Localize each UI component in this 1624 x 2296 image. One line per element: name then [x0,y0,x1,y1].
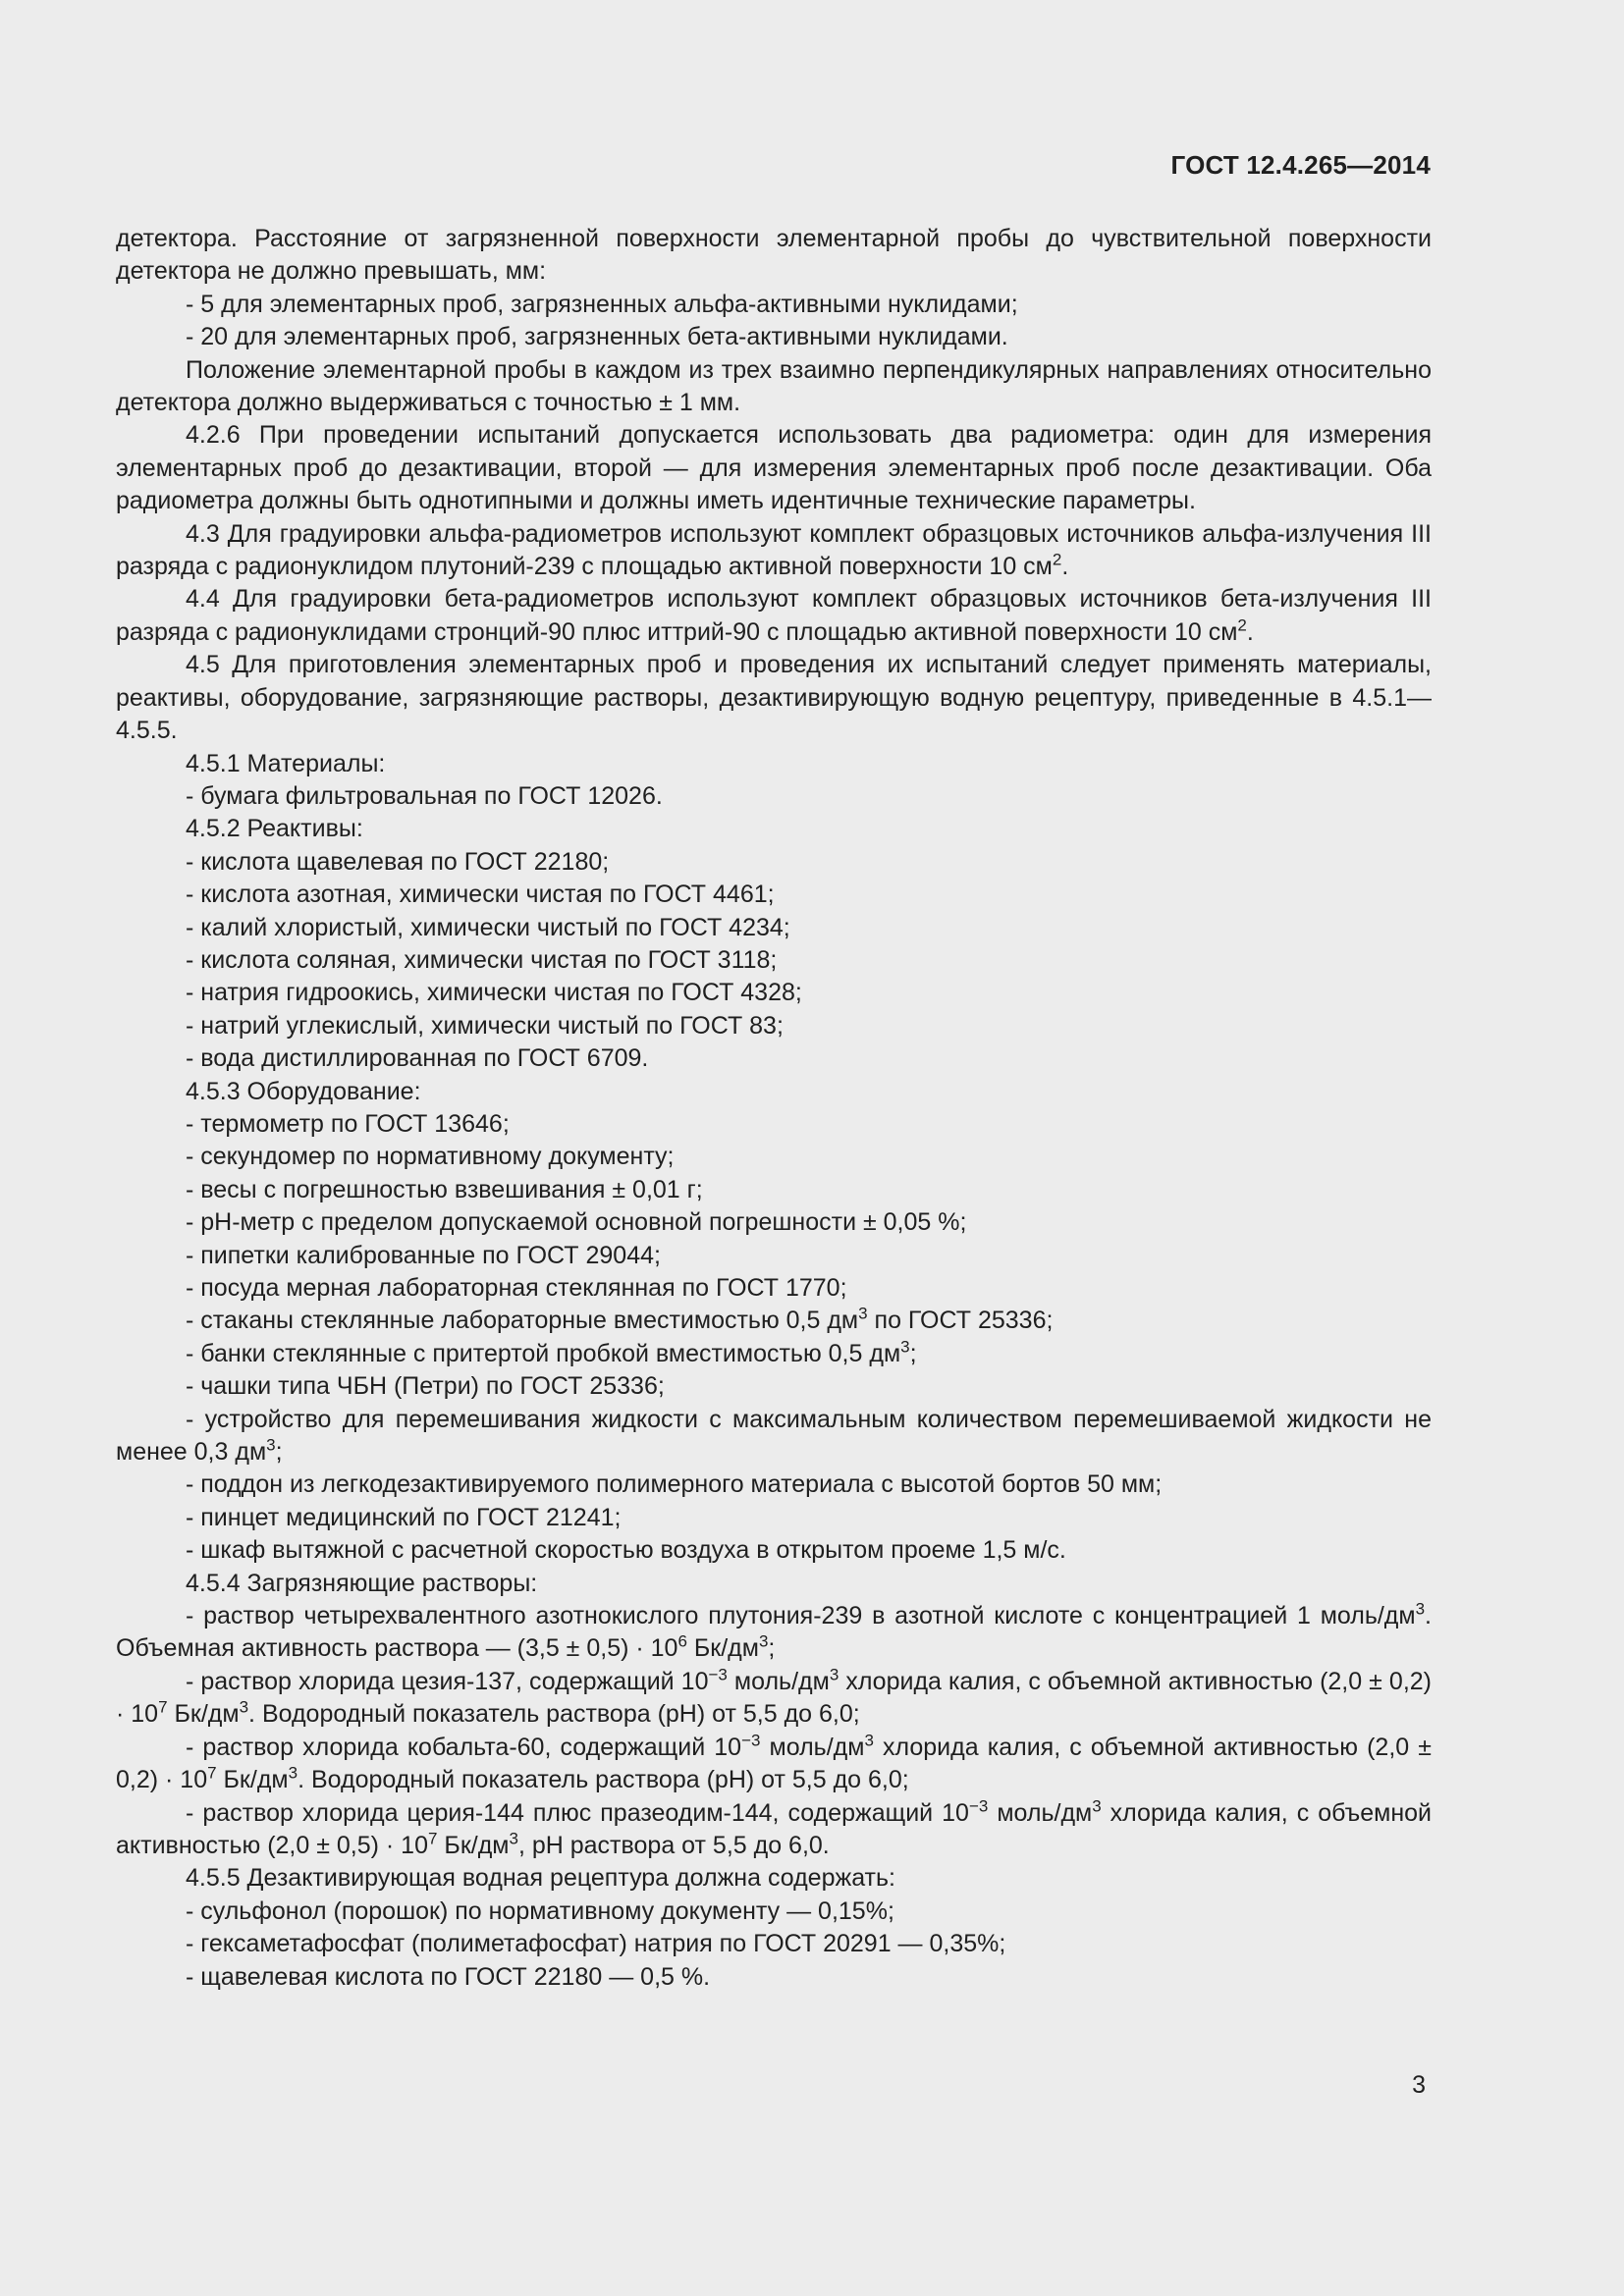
paragraph-4-5: 4.5 Для приготовления элементарных проб и проведения их испытаний следует применять материалы, реактивы, оборудование, загрязняющие растворы, дезактивирующую водную рецептуру, приведенные в 4.5.1—4.5.5. [116,651,1432,745]
list-item: - pH-метр с пределом допускаемой основной погрешности ± 0,05 %; [186,1208,967,1237]
document-body [116,223,1432,1994]
section-heading-equipment: 4.5.3 Оборудование: [186,1077,421,1105]
list-item: - стаканы стеклянные лабораторные вместимостью 0,5 $дм^3$ по ГОСТ 25336; [186,1305,1054,1335]
list-item: - раствор хлорида церия-144 плюс празеодим-144, содержащий $10^{-3}$ моль/$дм^3$ хлорида калия, с объемной активностью $(2,0 \pm 0,5) \cdot 10^7$ $Бк/дм^3$, pH раствора от 5,5 до 6,0. [116,1796,1433,1859]
list-item: - посуда мерная лабораторная стеклянная по ГОСТ 1770; [186,1274,847,1302]
list-item: - раствор хлорида цезия-137, содержащий $10^{-3}$ моль/$дм^3$ хлорида калия, с объемной активностью $(2,0 \pm 0,2) \cdot 10^7$ $Бк/дм^3$. Водородный показатель раствора (pH) от 5,5 до 6,0; [116,1665,1433,1729]
page-number: 3 [1412,2071,1426,2099]
section-heading-decontamination: 4.5.5 Дезактивирующая водная рецептура должна содержать: [186,1864,895,1893]
list-item: - чашки типа ЧБН (Петри) по ГОСТ 25336; [186,1372,665,1401]
list-item: - кислота азотная, химически чистая по ГОСТ 4461; [186,881,775,909]
document-code: ГОСТ 12.4.265—2014 [1170,150,1431,180]
list-item: - натрия гидроокись, химически чистая по ГОСТ 4328; [186,979,802,1007]
list-item: - кислота щавелевая по ГОСТ 22180; [186,847,610,876]
list-item: - 20 для элементарных проб, загрязненных бета-активными нуклидами. [186,323,1008,351]
list-item: - весы с погрешностью взвешивания ± 0,01 г; [186,1175,703,1203]
list-item: - вода дистиллированная по ГОСТ 6709. [186,1044,649,1073]
list-item: - поддон из легкодезактивируемого полимерного материала с высотой бортов 50 мм; [186,1470,1163,1499]
list-item: - термометр по ГОСТ 13646; [186,1109,510,1138]
paragraph-4-3: 4.3 Для градуировки альфа-радиометров используют комплект образцовых источников альфа-излучения III разряда с радионуклидом плутоний-239 с площадью активной поверхности 10 $см^2$. [116,519,1432,581]
section-heading-solutions: 4.5.4 Загрязняющие растворы: [186,1569,538,1597]
list-item: - щавелевая кислота по ГОСТ 22180 — 0,5 %. [186,1962,711,1991]
list-item: - раствор четырехвалентного азотнокислого плутония-239 в азотной кислоте с концентрацией 1 моль/$дм^3$. Объемная активность раствора — $(3,5 \pm 0,5) \cdot 10^6$ $Бк/дм^3$; [116,1599,1432,1663]
paragraph: детектора. Расстояние от загрязненной поверхности элементарной пробы до чувствительной поверхности детектора не должно превышать, мм: [116,225,1432,286]
list-item: - натрий углекислый, химически чистый по ГОСТ 83; [186,1011,784,1040]
list-item: - бумага фильтровальная по ГОСТ 12026. [186,781,663,810]
list-item: - сульфонол (порошок) по нормативному документу — 0,15%; [186,1896,894,1925]
list-item: - пипетки калиброванные по ГОСТ 29044; [186,1241,661,1269]
section-heading-reagents: 4.5.2 Реактивы: [186,815,363,843]
list-item: - кислота соляная, химически чистая по ГОСТ 3118; [186,945,778,974]
list-item: - шкаф вытяжной с расчетной скоростью воздуха в открытом проеме 1,5 м/с. [186,1536,1066,1565]
paragraph-4-2-6: 4.2.6 При проведении испытаний допускается использовать два радиометра: один для измерения элементарных проб до дезактивации, второй — для измерения элементарных проб после дезактивации. Оба радиометра должны быть однотипными и должны иметь идентичные технические параметры. [116,421,1432,515]
section-heading-materials: 4.5.1 Материалы: [186,749,386,777]
list-item: - 5 для элементарных проб, загрязненных альфа-активными нуклидами; [186,290,1018,318]
list-item: - пинцет медицинский по ГОСТ 21241; [186,1503,622,1531]
list-item: - устройство для перемешивания жидкости с максимальным количеством перемешиваемой жидкости не менее 0,3 $дм^3$; [116,1405,1432,1467]
list-item: - банки стеклянные с притертой пробкой вместимостью 0,5 $дм^3$; [186,1337,917,1367]
paragraph: Положение элементарной пробы в каждом из трех взаимно перпендикулярных направлениях относительно детектора должно выдерживаться с точностью ± 1 мм. [116,355,1432,417]
list-item: - секундомер по нормативному документу; [186,1143,675,1171]
paragraph-4-4: 4.4 Для градуировки бета-радиометров используют комплект образцовых источников бета-излучения III разряда с радионуклидами стронций-90 плюс иттрий-90 с площадью активной поверхности 10 $см^2$. [116,585,1432,646]
list-item: - гексаметафосфат (полиметафосфат) натрия по ГОСТ 20291 — 0,35%; [186,1930,1006,1958]
list-item: - калий хлористый, химически чистый по ГОСТ 4234; [186,913,790,941]
list-item: - раствор хлорида кобальта-60, содержащий $10^{-3}$ моль/$дм^3$ хлорида калия, с объемной активностью $(2,0 \pm 0,2) \cdot 10^7$ $Бк/дм^3$. Водородный показатель раствора (pH) от 5,5 до 6,0; [116,1731,1432,1794]
